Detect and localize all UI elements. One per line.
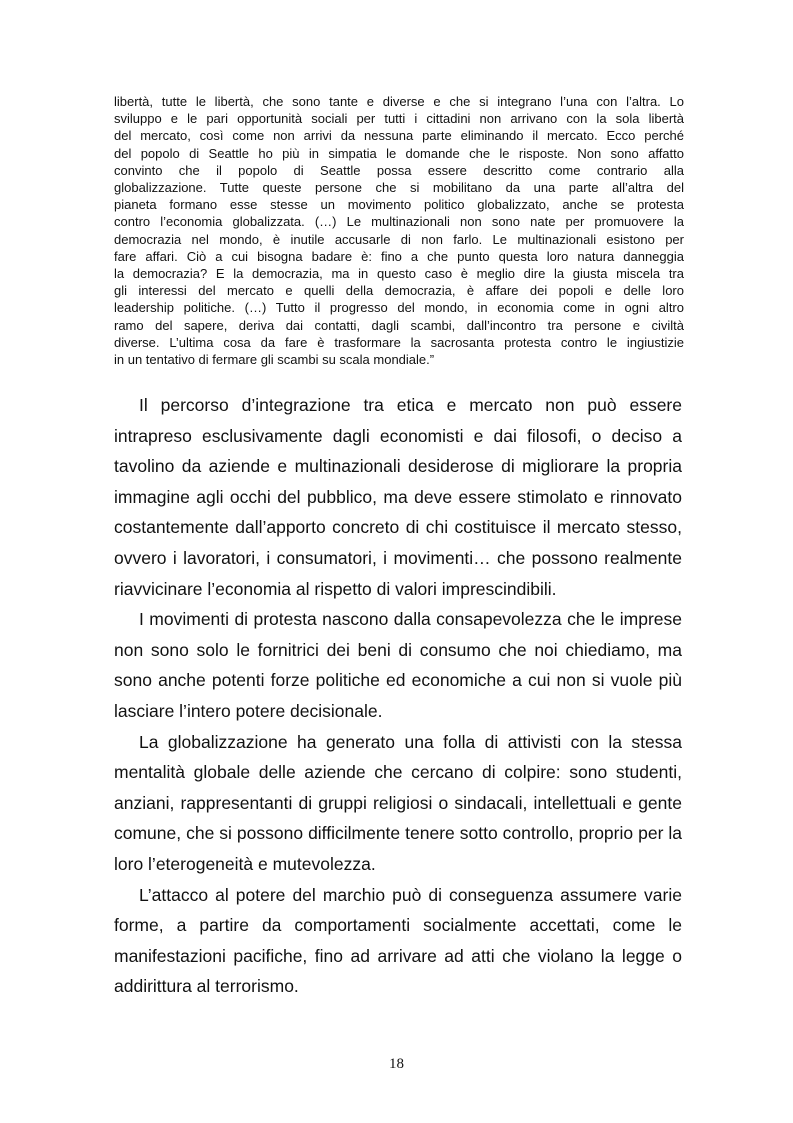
paragraph-brand-attack	[114, 880, 682, 1002]
block-quote	[114, 93, 684, 368]
paragraph-line: costantemente dall’apporto concreto di chi costituisce il mercato stesso,	[114, 517, 682, 538]
paragraph-line: tavolino da aziende e multinazionali desiderose di migliorare la propria	[114, 456, 682, 477]
paragraph-line: immagine agli occhi del pubblico, ma deve essere stimolato e rinnovato	[114, 486, 682, 507]
quote-line: pianeta formano esse stesse un movimento politico globalizzato, anche se protesta	[114, 197, 684, 213]
paragraph-line: L’attacco al potere del marchio può di conseguenza assumere varie	[139, 884, 682, 905]
paragraph-line: manifestazioni pacifiche, fino ad arrivare ad atti che violano la legge o	[114, 945, 682, 966]
quote-line: del mercato, così come non arrivi da nessuna parte eliminando il mercato. Ecco perché	[114, 128, 684, 144]
quote-line: democrazia nel mondo, è inutile accusarle di non farlo. Le multinazionali esistono per	[114, 231, 684, 247]
paragraph-ethics-market	[114, 390, 682, 604]
quote-line: la democrazia? E la democrazia, ma in questo caso è meglio dire la giusta miscela tra	[114, 266, 684, 282]
paragraph-line: non sono solo le fornitrici dei beni di consumo che noi chiediamo, ma	[114, 639, 682, 660]
quote-line: sviluppo e le pari opportunità sociali per tutti i cittadini non arrivano con la sola libertà	[114, 111, 684, 127]
quote-line: libertà, tutte le libertà, che sono tante e diverse e che si integrano l’una con l’altra. Lo	[114, 94, 684, 109]
paragraph-line: loro l’eterogeneità e mutevolezza.	[114, 853, 376, 874]
paragraph-protest-movements	[114, 604, 682, 726]
paragraph-line: riavvicinare l’economia al rispetto di valori imprescindibili.	[114, 578, 557, 599]
quote-line: in un tentativo di fermare gli scambi su scala mondiale.”	[114, 352, 435, 368]
paragraph-line: mentalità globale delle aziende che cercano di colpire: sono studenti,	[114, 762, 682, 783]
paragraph-line: addirittura al terrorismo.	[114, 976, 299, 997]
paragraph-line: comune, che si possono difficilmente tenere sotto controllo, proprio per la	[114, 823, 682, 844]
paragraph-line: Il percorso d’integrazione tra etica e mercato non può essere	[139, 395, 682, 415]
paragraph-line: sono anche potenti forze politiche ed economiche a cui non si vuole più	[114, 670, 682, 691]
quote-line: gli interessi del mercato e quelli della democrazia, è affare dei popoli e delle loro	[114, 283, 684, 299]
paragraph-line: La globalizzazione ha generato una folla di attivisti con la stessa	[139, 731, 682, 752]
quote-line: convinto che il popolo di Seattle possa essere descritto come contrario alla	[114, 162, 684, 178]
quote-line: contro l’economia globalizzata. (…) Le multinazionali non sono nate per promuovere la	[114, 214, 684, 230]
paragraph-line: intrapreso esclusivamente dagli economisti e dai filosofi, o deciso a	[114, 425, 682, 446]
quote-line: del popolo di Seattle ho più in simpatia le domande che le risposte. Non sono affatto	[114, 145, 684, 161]
paragraph-line: anziani, rappresentanti di gruppi religiosi o sindacali, intellettuali e gente	[114, 792, 682, 813]
quote-line: ramo del sapere, deriva dai contatti, dagli scambi, dall’incontro tra persone e civiltà	[114, 317, 684, 333]
quote-line: globalizzazione. Tutte queste persone che si mobilitano da una parte all’altra del	[114, 180, 684, 196]
page-number: 18	[389, 1056, 404, 1072]
paragraph-line: lasciare l’intero potere decisionale.	[114, 700, 383, 721]
paragraph-globalization-activists	[114, 727, 682, 880]
paragraph-line: forme, a partire da comportamenti socialmente accettati, come le	[114, 915, 682, 936]
paragraph-line: ovvero i lavoratori, i consumatori, i movimenti… che possono realmente	[114, 547, 682, 568]
paragraph-line: I movimenti di protesta nascono dalla consapevolezza che le imprese	[139, 609, 682, 630]
quote-line: leadership politiche. (…) Tutto il progresso del mondo, in economia come in ogni altro	[114, 300, 684, 316]
quote-line: fare affari. Ciò a cui bisogna badare è: fino a che punto questa loro natura danneggia	[114, 248, 684, 264]
quote-line: diverse. L’ultima cosa da fare è trasformare la sacrosanta protesta contro le ingiustizie	[114, 334, 684, 350]
body-text	[114, 390, 682, 1002]
